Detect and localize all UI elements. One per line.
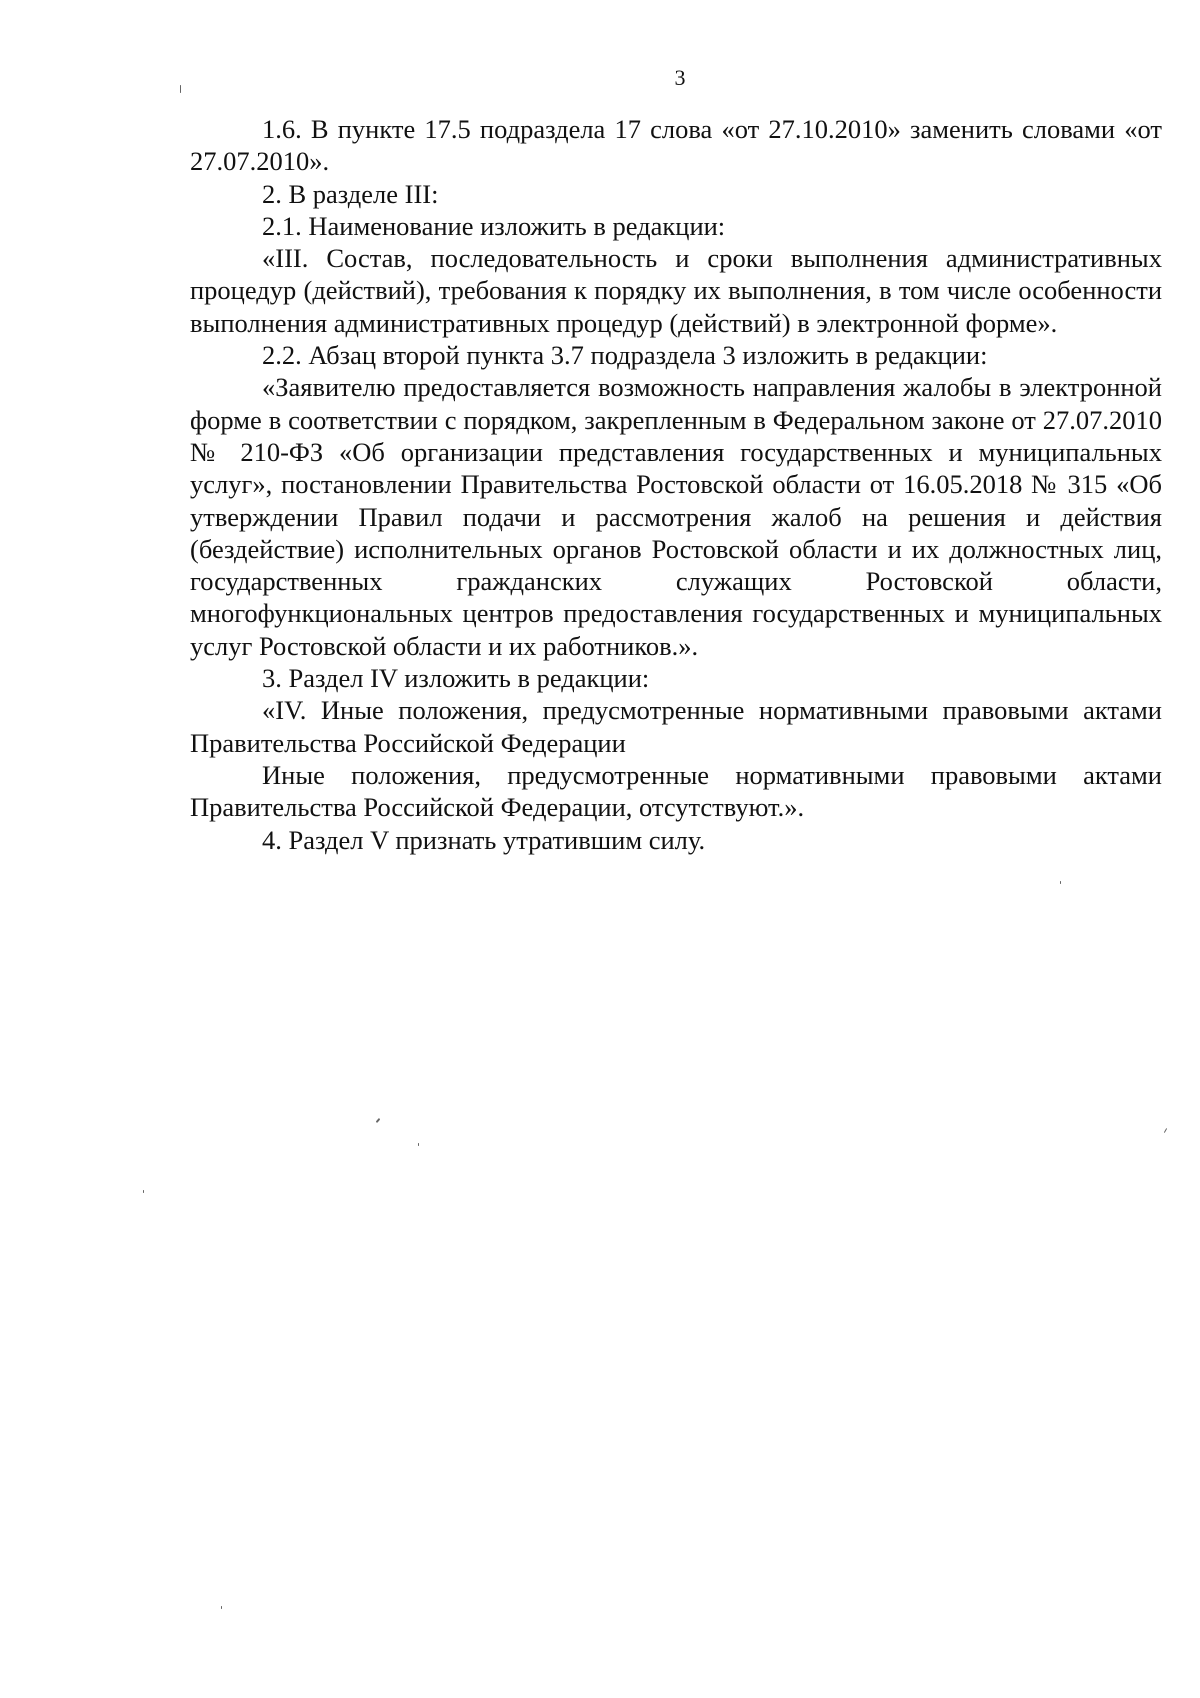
scan-speck bbox=[180, 85, 181, 93]
paragraph-3: 3. Раздел IV изложить в редакции: bbox=[262, 663, 650, 694]
paragraph-section-iv-text: Иные положения, предусмотренные нормативными правовыми актами Правительства Российской Федерации, отсутствуют.». bbox=[190, 759, 1162, 823]
scan-speck bbox=[376, 1118, 381, 1123]
paragraph-4: 4. Раздел V признать утратившим силу. bbox=[262, 824, 706, 855]
paragraph-section-iv-title: «IV. Иные положения, предусмотренные нормативными правовыми актами Правительства Российской Федерации bbox=[190, 695, 1162, 758]
paragraph-2-1: 2.1. Наименование изложить в редакции: bbox=[262, 210, 726, 241]
scan-speck bbox=[1060, 881, 1061, 884]
scan-speck bbox=[143, 1190, 144, 1193]
paragraph-1-6: 1.6. В пункте 17.5 подраздела 17 слова «от 27.10.2010» заменить словами «от 27.07.2010». bbox=[190, 114, 1162, 177]
paragraph-section-iii-title: «III. Состав, последовательность и сроки выполнения административных процедур (действий), требования к порядку их выполнения, в том числе особенности выполнения административных процедур (действий) в электронной форме». bbox=[190, 243, 1162, 338]
paragraph-2-2: 2.2. Абзац второй пункта 3.7 подраздела 3 изложить в редакции: bbox=[262, 340, 988, 371]
page-number: 3 bbox=[674, 65, 686, 90]
paragraph-2: 2. В разделе III: bbox=[262, 178, 439, 209]
document-body bbox=[190, 113, 1162, 856]
paragraph-complaint-text: «Заявителю предоставляется возможность направления жалобы в электронной форме в соответствии с порядком, закрепленным в Федеральном законе от 27.07.2010 № 210-ФЗ «Об организации представления государственных и муниципальных услуг», постановлении Правительства Ростовской области от 16.05.2018 № 315 «Об утверждении Правил подачи и рассмотрения жалоб на решения и действия (бездействие) исполнительных органов Ростовской области и их должностных лиц, государственных гражданских служащих Ростовской области, многофункциональных центров предоставления государственных и муниципальных услуг Ростовской области и их работников.». bbox=[190, 372, 1162, 661]
scan-speck bbox=[221, 1606, 222, 1609]
scan-speck bbox=[418, 1143, 419, 1146]
scan-speck bbox=[1164, 1128, 1167, 1133]
